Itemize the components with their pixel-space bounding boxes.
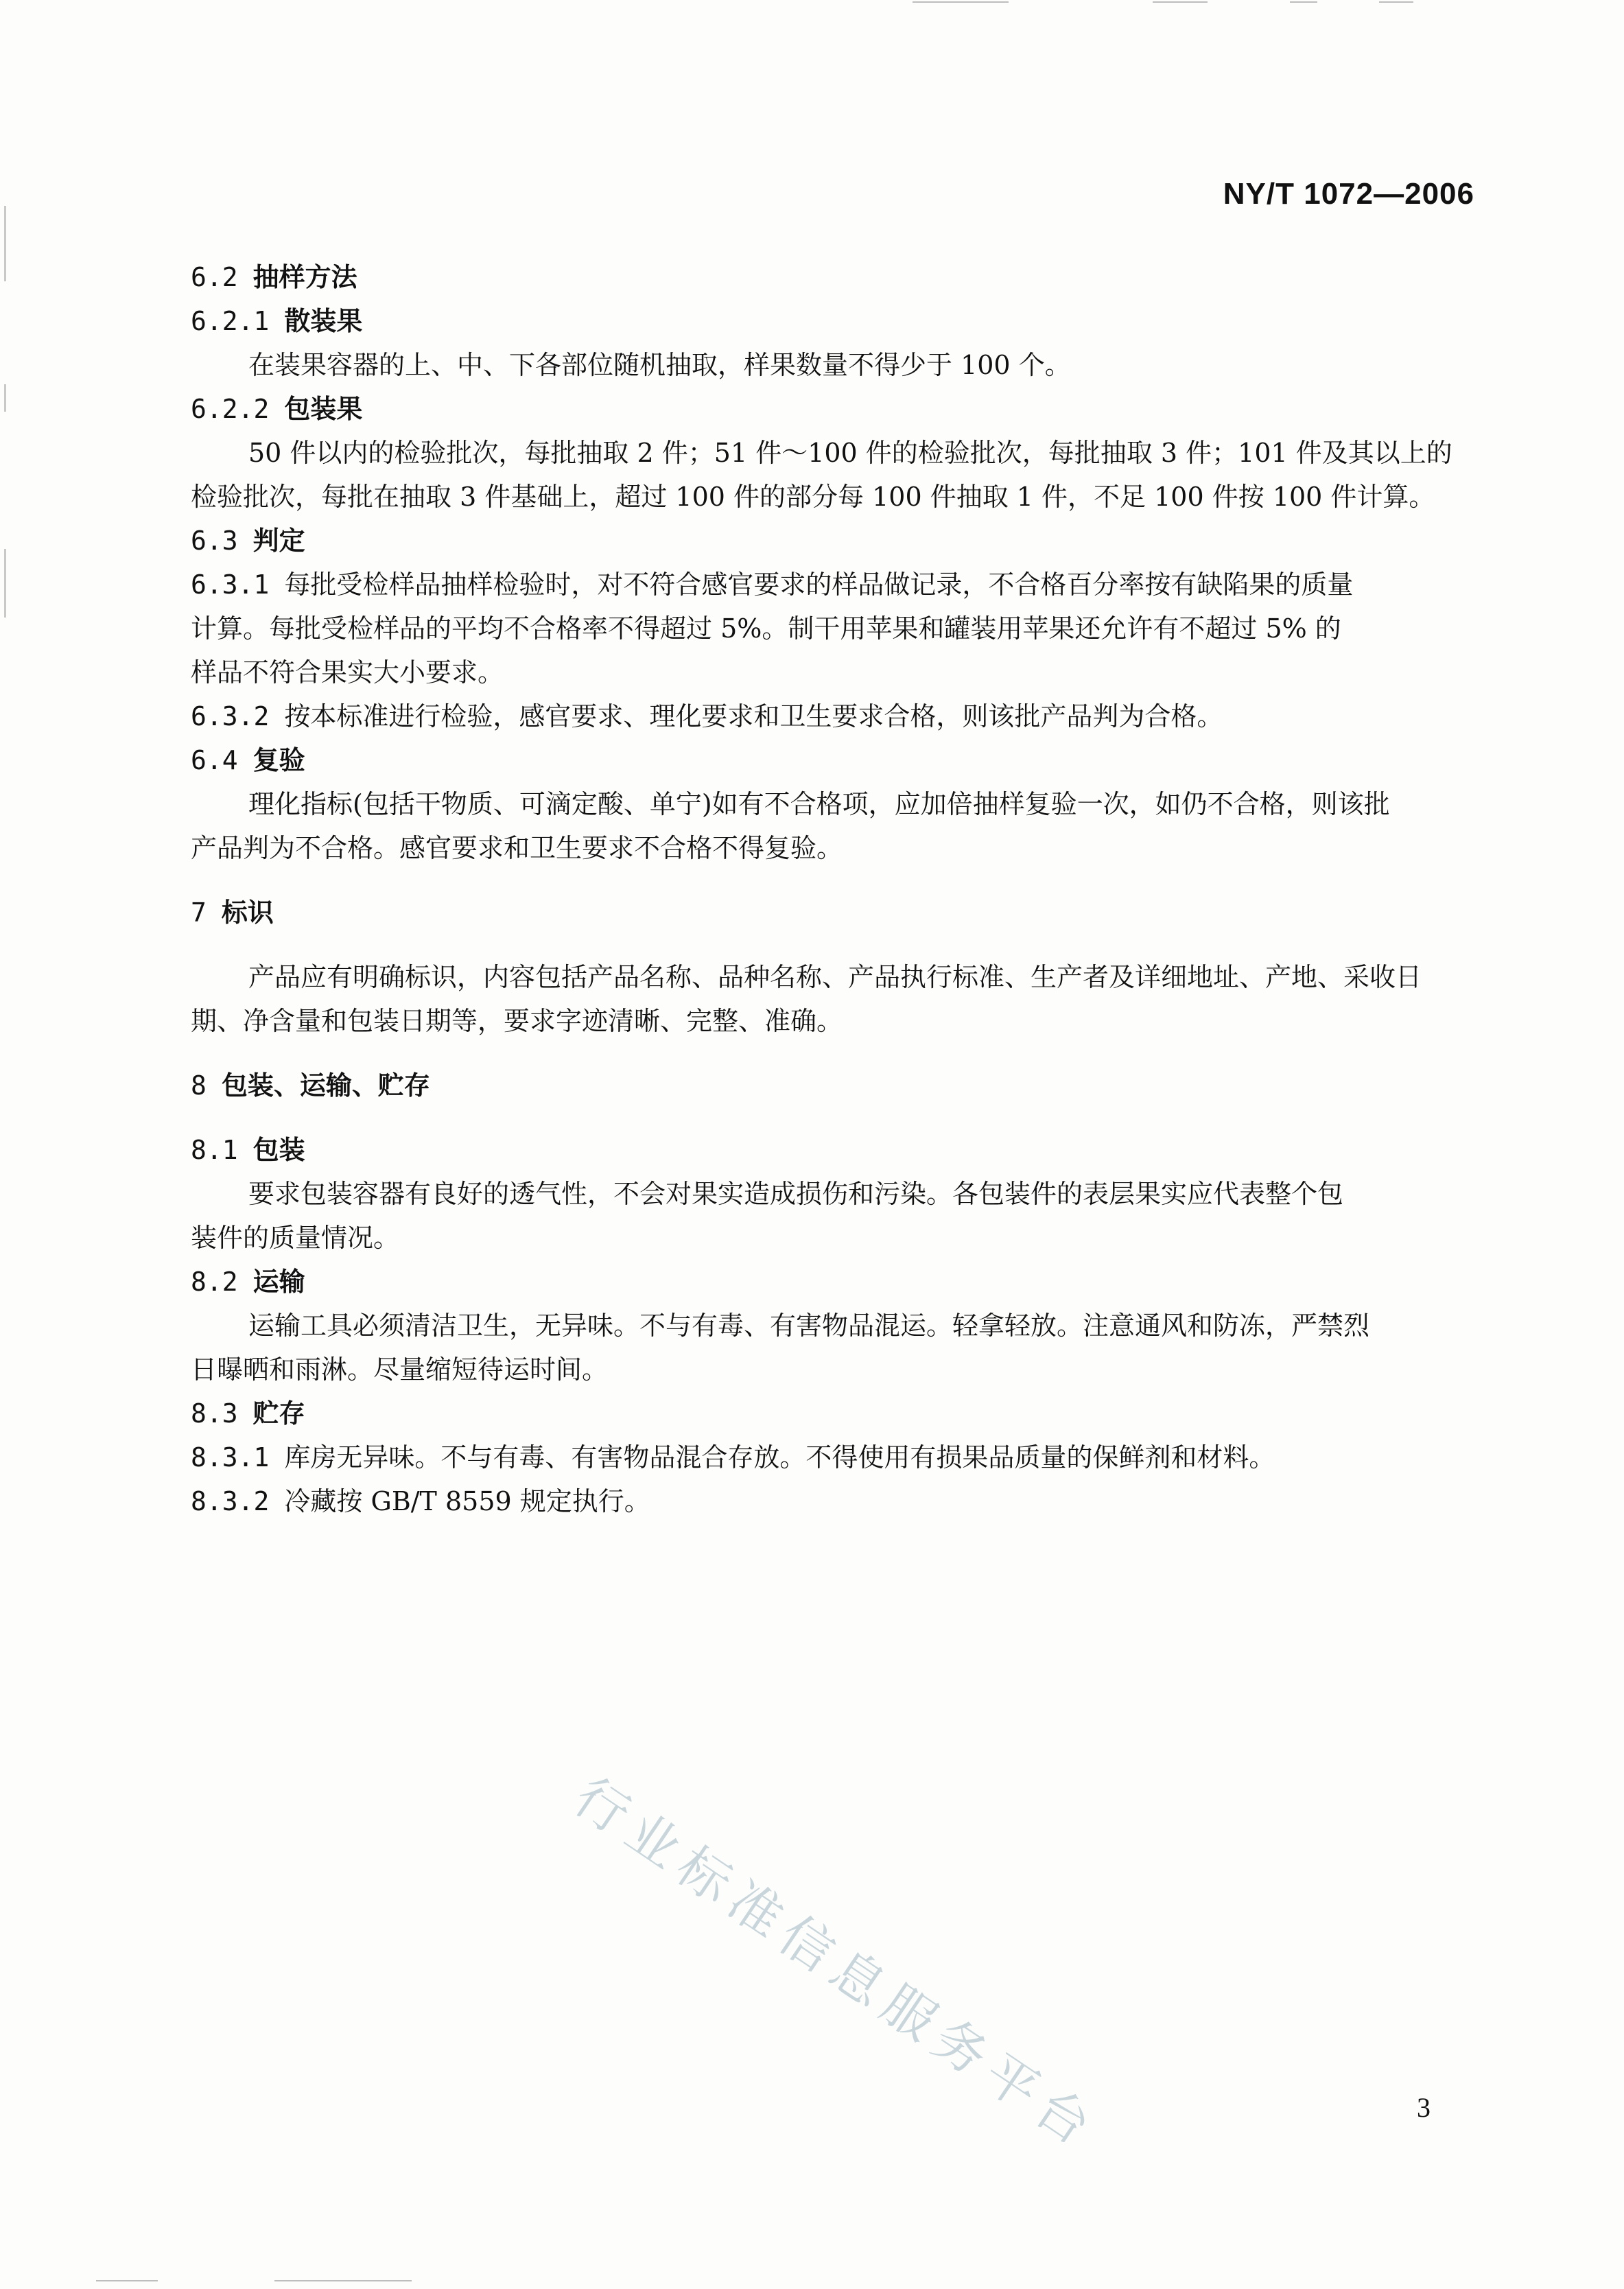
paragraph-line: 样品不符合果实大小要求。 [191, 657, 504, 688]
section-heading-8-2: 8.2 运输 [191, 1267, 305, 1297]
paragraph-line: 在装果容器的上、中、下各部位随机抽取，样果数量不得少于 100 个。 [248, 350, 1071, 380]
section-heading-7: 7 标识 [191, 897, 274, 928]
clause-8-3-2: 8.3.2 冷藏按 GB/T 8559 规定执行。 [191, 1486, 650, 1516]
section-heading-6-2-2: 6.2.2 包装果 [191, 394, 363, 424]
page-number: 3 [1417, 2092, 1431, 2123]
paragraph-line: 运输工具必须清洁卫生，无异味。不与有毒、有害物品混运。轻拿轻放。注意通风和防冻，严禁烈 [248, 1311, 1370, 1341]
clause-8-3-1: 8.3.1 库房无异味。不与有毒、有害物品混合存放。不得使用有损果品质量的保鲜剂和材料。 [191, 1442, 1275, 1472]
scan-mark-top [1379, 1, 1413, 3]
paragraph-line: 装件的质量情况。 [191, 1223, 400, 1253]
paragraph-line: 50 件以内的检验批次，每批抽取 2 件；51 件～100 件的检验批次，每批抽取 3 件；101 件及其以上的 [248, 438, 1452, 468]
section-heading-6-3: 6.3 判定 [191, 526, 305, 556]
paragraph-line: 检验批次，每批在抽取 3 件基础上，超过 100 件的部分每 100 件抽取 1 件，不足 100 件按 100 件计算。 [191, 482, 1435, 512]
section-heading-6-2: 6.2 抽样方法 [191, 262, 357, 292]
document-body [191, 255, 1474, 1523]
scan-mark-bottom [96, 2280, 158, 2281]
section-heading-8-3: 8.3 贮存 [191, 1398, 305, 1429]
scan-mark-bottom [274, 2280, 412, 2281]
paragraph-line: 计算。每批受检样品的平均不合格率不得超过 5%。制干用苹果和罐装用苹果还允许有不超过 5% 的 [191, 613, 1341, 644]
section-heading-8-1: 8.1 包装 [191, 1135, 305, 1165]
scan-mark-left [4, 206, 6, 281]
section-heading-6-4: 6.4 复验 [191, 745, 305, 775]
document-code: NY/T 1072—2006 [1223, 177, 1474, 211]
section-heading-6-2-1: 6.2.1 散装果 [191, 306, 363, 336]
watermark: 行业标准信息服务平台 [563, 1765, 1110, 2162]
clause-6-3-1: 6.3.1 每批受检样品抽样检验时，对不符合感官要求的样品做记录，不合格百分率按有缺陷果的质量 [191, 570, 1354, 600]
paragraph-line: 理化指标(包括干物质、可滴定酸、单宁)如有不合格项，应加倍抽样复验一次，如仍不合格，则该批 [248, 789, 1390, 819]
scan-mark-top [1153, 1, 1208, 3]
scan-mark-left [4, 549, 6, 618]
scan-mark-top [1290, 1, 1317, 3]
section-heading-8: 8 包装、运输、贮存 [191, 1070, 430, 1101]
paragraph-line: 期、净含量和包装日期等，要求字迹清晰、完整、准确。 [191, 1006, 843, 1036]
paragraph-line: 要求包装容器有良好的透气性，不会对果实造成损伤和污染。各包装件的表层果实应代表整个包 [248, 1179, 1344, 1209]
paragraph-line: 产品应有明确标识，内容包括产品名称、品种名称、产品执行标准、生产者及详细地址、产地、采收日 [248, 962, 1422, 992]
paragraph-line: 产品判为不合格。感官要求和卫生要求不合格不得复验。 [191, 833, 843, 863]
scan-mark-left [4, 384, 6, 412]
paragraph-line: 日曝晒和雨淋。尽量缩短待运时间。 [191, 1354, 609, 1385]
scan-mark-top [913, 1, 1009, 3]
clause-6-3-2: 6.3.2 按本标准进行检验，感官要求、理化要求和卫生要求合格，则该批产品判为合格。 [191, 701, 1223, 731]
